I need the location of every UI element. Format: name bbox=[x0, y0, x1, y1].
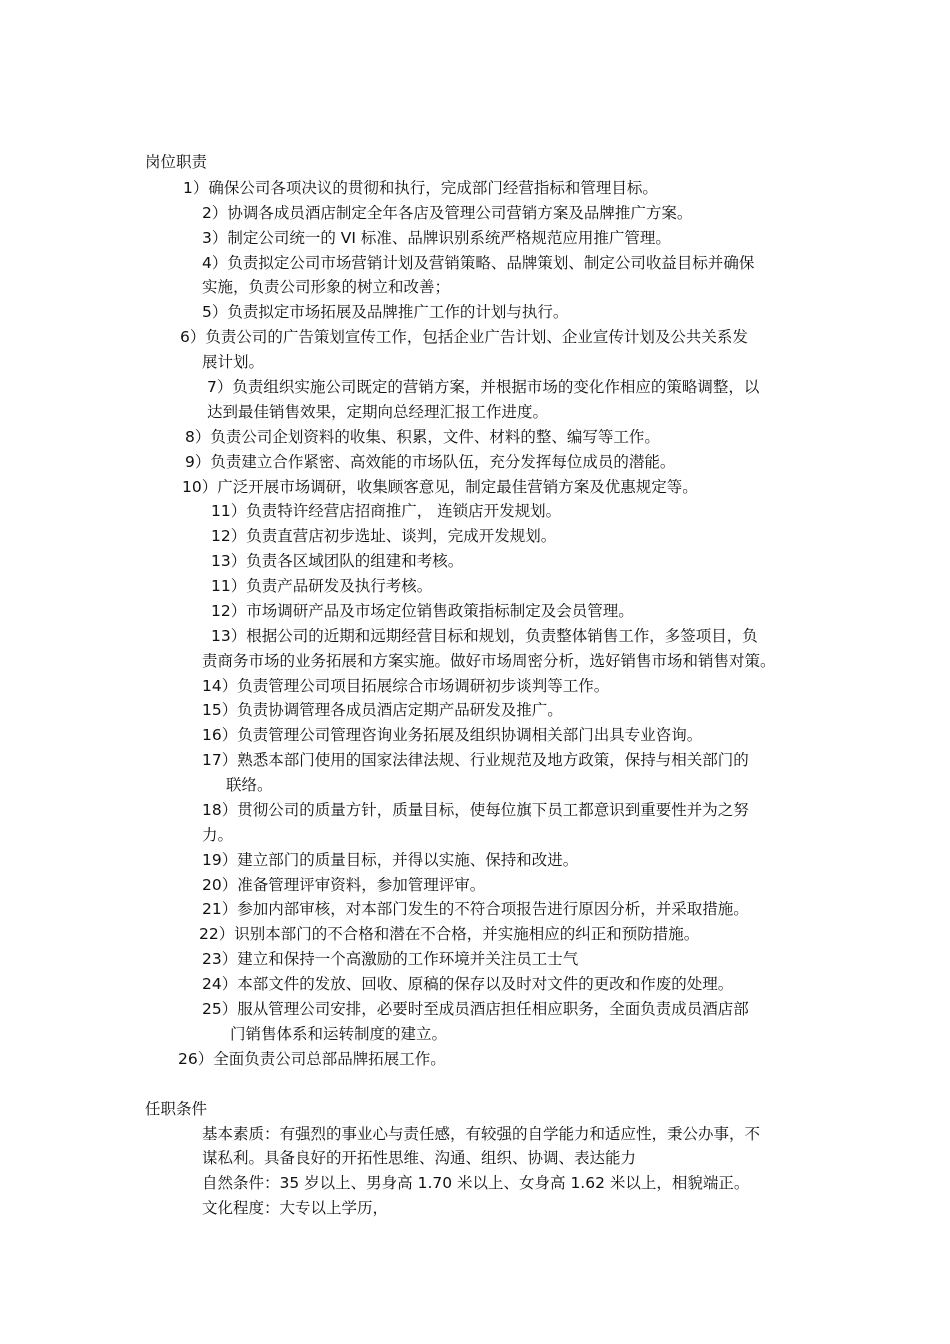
duties-heading: 岗位职责 bbox=[145, 153, 208, 171]
duty-item-13b-line-2: 责商务市场的业务拓展和方案实施。做好市场周密分析，选好销售市场和销售对策。 bbox=[202, 652, 776, 670]
duty-item-1: 1）确保公司各项决议的贯彻和执行，完成部门经营指标和管理目标。 bbox=[183, 179, 658, 197]
duty-item-16: 16）负责管理公司管理咨询业务拓展及组织协调相关部门出具专业咨询。 bbox=[202, 726, 703, 744]
duty-item-13b-line-1: 13）根据公司的近期和远期经营目标和规划，负责整体销售工作，多签项目，负 bbox=[211, 627, 758, 645]
duty-item-12: 12）负责直营店初步选址、谈判，完成开发规划。 bbox=[211, 527, 557, 545]
duty-item-25-line-2: 门销售体系和运转制度的建立。 bbox=[230, 1025, 448, 1043]
duty-item-19: 19）建立部门的质量目标，并得以实施、保持和改进。 bbox=[202, 851, 579, 869]
duty-item-9: 9）负责建立合作紧密、高效能的市场队伍，充分发挥每位成员的潜能。 bbox=[185, 453, 676, 471]
duty-item-8: 8）负责公司企划资料的收集、积累，文件、材料的整、编写等工作。 bbox=[185, 428, 660, 446]
duty-item-6-line-2: 展计划。 bbox=[202, 353, 265, 371]
duty-item-5: 5）负责拟定市场拓展及品牌推广工作的计划与执行。 bbox=[202, 303, 569, 321]
duty-item-11: 11）负责特许经营店招商推广， 连锁店开发规划。 bbox=[211, 502, 562, 520]
duty-item-12b: 12）市场调研产品及市场定位销售政策指标制定及会员管理。 bbox=[211, 602, 634, 620]
duty-item-21: 21）参加内部审核，对本部门发生的不符合项报告进行原因分析，并采取措施。 bbox=[202, 900, 749, 918]
duty-item-25-line-1: 25）服从管理公司安排，必要时至成员酒店担任相应职务，全面负责成员酒店部 bbox=[202, 1000, 749, 1018]
duty-item-18-line-2: 力。 bbox=[202, 826, 234, 844]
duty-item-4-line-2: 实施，负责公司形象的树立和改善； bbox=[202, 278, 451, 296]
duty-item-20: 20）准备管理评审资料，参加管理评审。 bbox=[202, 876, 486, 894]
requirements-heading: 任职条件 bbox=[145, 1100, 208, 1118]
duty-item-10: 10）广泛开展市场调研，收集顾客意见，制定最佳营销方案及优惠规定等。 bbox=[182, 478, 698, 496]
duty-item-11b: 11）负责产品研发及执行考核。 bbox=[211, 577, 433, 595]
duty-item-22: 22）识别本部门的不合格和潜在不合格，并实施相应的纠正和预防措施。 bbox=[199, 925, 700, 943]
duty-item-23: 23）建立和保持一个高激励的工作环境并关注员工士气 bbox=[202, 950, 579, 968]
duty-item-7-line-1: 7）负责组织实施公司既定的营销方案，并根据市场的变化作相应的策略调整，以 bbox=[207, 378, 760, 396]
requirement-basic-line-1: 基本素质：有强烈的事业心与责任感，有较强的自学能力和适应性，秉公办事，不 bbox=[202, 1125, 761, 1143]
duty-item-7-line-2: 达到最佳销售效果，定期向总经理汇报工作进度。 bbox=[207, 403, 549, 421]
duty-item-6-line-1: 6）负责公司的广告策划宣传工作，包括企业广告计划、企业宣传计划及公共关系发 bbox=[180, 328, 748, 346]
duty-item-14: 14）负责管理公司项目拓展综合市场调研初步谈判等工作。 bbox=[202, 677, 610, 695]
duty-item-13: 13）负责各区域团队的组建和考核。 bbox=[211, 552, 464, 570]
duty-item-26: 26）全面负责公司总部品牌拓展工作。 bbox=[178, 1050, 446, 1068]
requirement-physical: 自然条件：35 岁以上、男身高 1.70 米以上、女身高 1.62 米以上，相貌端正。 bbox=[202, 1174, 750, 1192]
duty-item-4-line-1: 4）负责拟定公司市场营销计划及营销策略、品牌策划、制定公司收益目标并确保 bbox=[202, 254, 755, 272]
duty-item-18-line-1: 18）贯彻公司的质量方针，质量目标，使每位旗下员工都意识到重要性并为之努 bbox=[202, 801, 749, 819]
requirement-basic-line-2: 谋私利。具备良好的开拓性思维、沟通、组织、协调、表达能力 bbox=[202, 1149, 637, 1167]
duty-item-17-line-2: 联络。 bbox=[226, 776, 273, 794]
duty-item-17-line-1: 17）熟悉本部门使用的国家法律法规、行业规范及地方政策，保持与相关部门的 bbox=[202, 751, 749, 769]
duty-item-15: 15）负责协调管理各成员酒店定期产品研发及推广。 bbox=[202, 701, 563, 719]
duty-item-2: 2）协调各成员酒店制定全年各店及管理公司营销方案及品牌推广方案。 bbox=[202, 204, 693, 222]
duty-item-3: 3）制定公司统一的 VI 标准、品牌识别系统严格规范应用推广管理。 bbox=[202, 229, 671, 247]
requirement-education: 文化程度：大专以上学历， bbox=[202, 1199, 389, 1217]
duty-item-24: 24）本部文件的发放、回收、原稿的保存以及时对文件的更改和作废的处理。 bbox=[202, 975, 734, 993]
